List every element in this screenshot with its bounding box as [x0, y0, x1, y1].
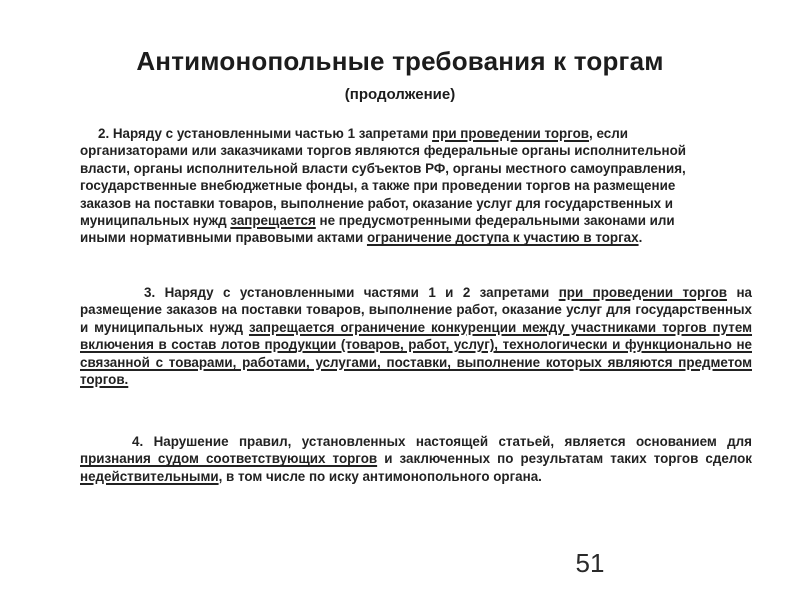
paragraph-2-text: 2. Наряду с установленными частью 1 запретами [98, 126, 433, 141]
slide-subtitle: (продолжение) [344, 86, 456, 103]
paragraph-4-text: и заключенных по результатам таких торгов сделок [377, 451, 752, 467]
paragraph-4-text: 4. Нарушение правил, установленных настоящей статьей, является основанием для [132, 434, 752, 449]
paragraph-2-text: . [638, 230, 643, 246]
paragraph-2-text: не предусмотренными федеральными законами или иными нормативными правовыми актами [80, 213, 675, 246]
emphasis-prohibited: запрещается [230, 213, 316, 229]
page-number: 51 [575, 548, 605, 578]
emphasis-during-tenders: при проведении торгов [432, 126, 590, 141]
paragraph-3-text: 3. Наряду с установленными частями 1 и 2 запретами [144, 285, 559, 300]
paragraph-4 [80, 433, 752, 485]
paragraph-3-text: на размещение заказов на поставки товаров, выполнение работ, оказание услуг для государственных и муниципальных нужд [80, 285, 752, 335]
paragraph-2-text: , если организаторами или заказчиками торгов являются федеральные органы исполнительной власти, органы исполнительной власти субъектов РФ, органы местного самоуправления, государственные внебюджетные фонды, а также при проведении торгов на размещение заказов на поставки товаров, выполнение работ, оказание услуг для государственных и муниципальных нужд [80, 126, 686, 229]
emphasis-access-restriction: ограничение доступа к участию в торгах [366, 230, 639, 246]
slide-title: Антимонопольные требования к торгам [136, 46, 664, 76]
emphasis-invalid: недействительными [80, 468, 219, 484]
emphasis-competition-restriction: запрещается ограничение конкуренции между участниками торгов путем включения в состав лотов продукции (товаров, работ, услуг), технологически и функционально не связанной с товарами, работами, услугами, поставки, выполнение которых являются предметом торгов. [80, 319, 753, 388]
paragraph-3 [80, 284, 752, 388]
emphasis-during-tenders: при проведении торгов [558, 285, 728, 300]
paragraph-2 [80, 125, 720, 247]
paragraph-4-text: , в том числе по иску антимонопольного органа. [218, 468, 542, 484]
emphasis-court-recognition: признания судом соответствующих торгов [80, 451, 378, 467]
